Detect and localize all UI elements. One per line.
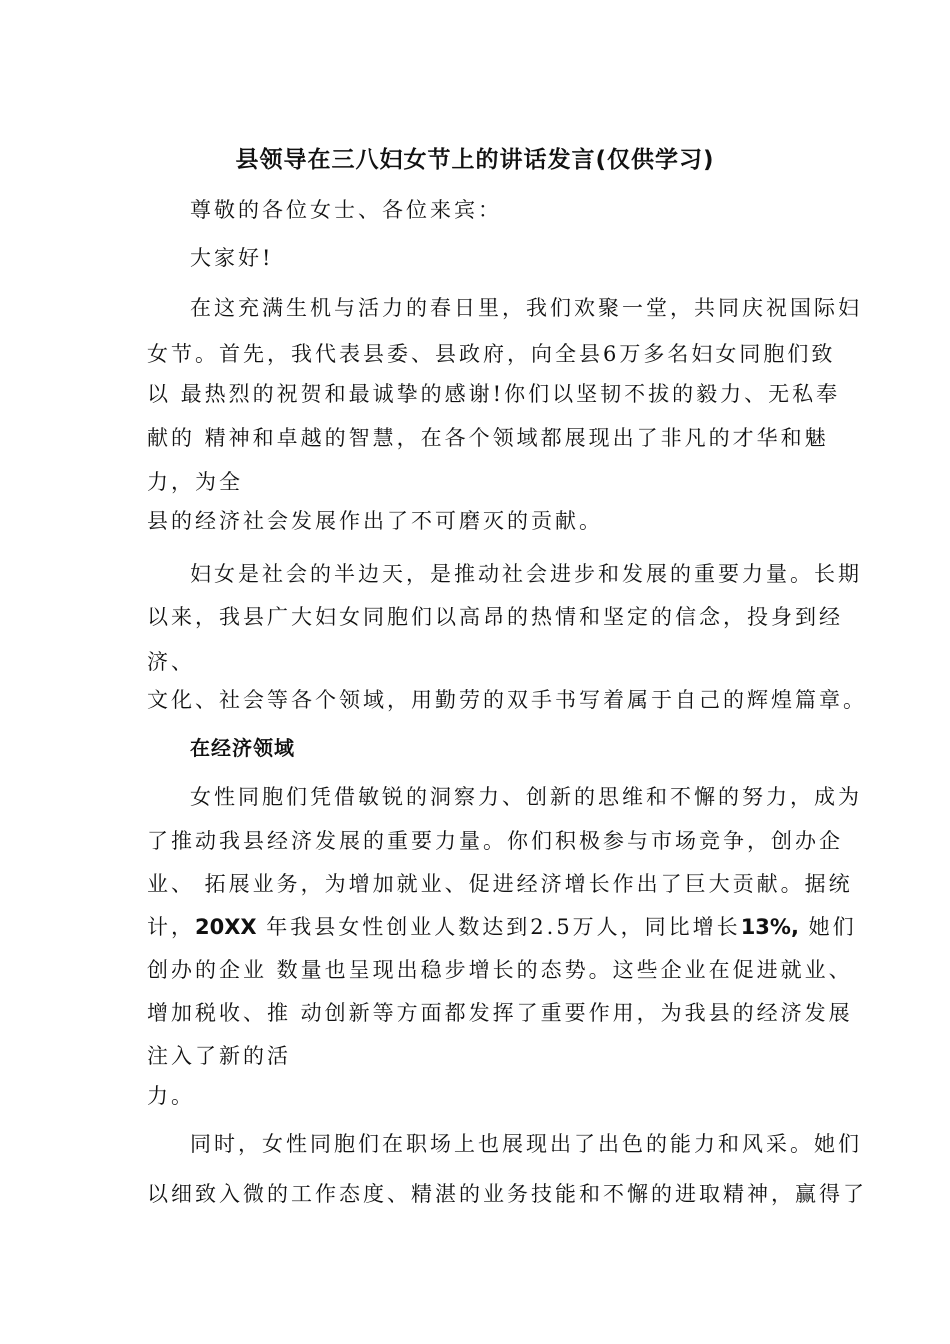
growth-percentage: 13%,: [740, 915, 799, 939]
section-heading: 在经济领域: [190, 736, 295, 760]
document-title: 县领导在三八妇女节上的讲话发言(仅供学习): [235, 147, 715, 173]
paragraph-line: 县的经济社会发展作出了不可磨灭的贡献。: [147, 509, 603, 533]
paragraph-line: 业、 拓展业务，为增加就业、促进经济增长作出了巨大贡献。据统: [147, 872, 853, 896]
paragraph-line: 同时，女性同胞们在职场上也展现出了出色的能力和风采。她们: [190, 1132, 862, 1156]
paragraph-line: 以 最热烈的祝贺和最诚挚的感谢!你们以坚韧不拔的毅力、无私奉: [147, 382, 841, 406]
paragraph-line: 在这充满生机与活力的春日里，我们欢聚一堂，共同庆祝国际妇: [190, 296, 862, 320]
salutation: 尊敬的各位女士、各位来宾：: [190, 198, 502, 222]
paragraph-line: 女节。首先，我代表县委、县政府，向全县6万多名妇女同胞们致: [147, 342, 836, 366]
paragraph-line: 力，为全: [147, 470, 243, 494]
paragraph-line: 文化、社会等各个领域，用勤劳的双手书写着属于自己的辉煌篇章。: [147, 688, 867, 712]
text-segment: 她们: [798, 915, 857, 939]
paragraph-line: 注入了新的活: [147, 1044, 291, 1068]
paragraph-line: 献的 精神和卓越的智慧，在各个领域都展现出了非凡的才华和魅: [147, 426, 829, 450]
paragraph-line: 了推动我县经济发展的重要力量。你们积极参与市场竞争，创办企: [147, 829, 843, 853]
paragraph-line: 济、: [147, 650, 195, 674]
paragraph-line: 妇女是社会的半边天，是推动社会进步和发展的重要力量。长期: [190, 562, 862, 586]
paragraph-line: 创办的企业 数量也呈现出稳步增长的态势。这些企业在促进就业、: [147, 958, 853, 982]
paragraph-line: 以来，我县广大妇女同胞们以高昂的热情和坚定的信念，投身到经: [147, 605, 843, 629]
paragraph-line: [147, 913, 857, 941]
greeting: 大家好!: [190, 246, 274, 270]
paragraph-line: 以细致入微的工作态度、精湛的业务技能和不懈的进取精神，赢得了: [147, 1182, 867, 1206]
year-value: 20XX: [195, 915, 257, 939]
text-segment: 计，: [147, 915, 195, 939]
paragraph-line: 增加税收、推 动创新等方面都发挥了重要作用，为我县的经济发展: [147, 1001, 853, 1025]
text-segment: 年我县女性创业人数达到2.5万人，同比增长: [256, 915, 741, 939]
paragraph-line: 女性同胞们凭借敏锐的洞察力、创新的思维和不懈的努力，成为: [190, 785, 862, 809]
paragraph-line: 力。: [147, 1084, 195, 1108]
